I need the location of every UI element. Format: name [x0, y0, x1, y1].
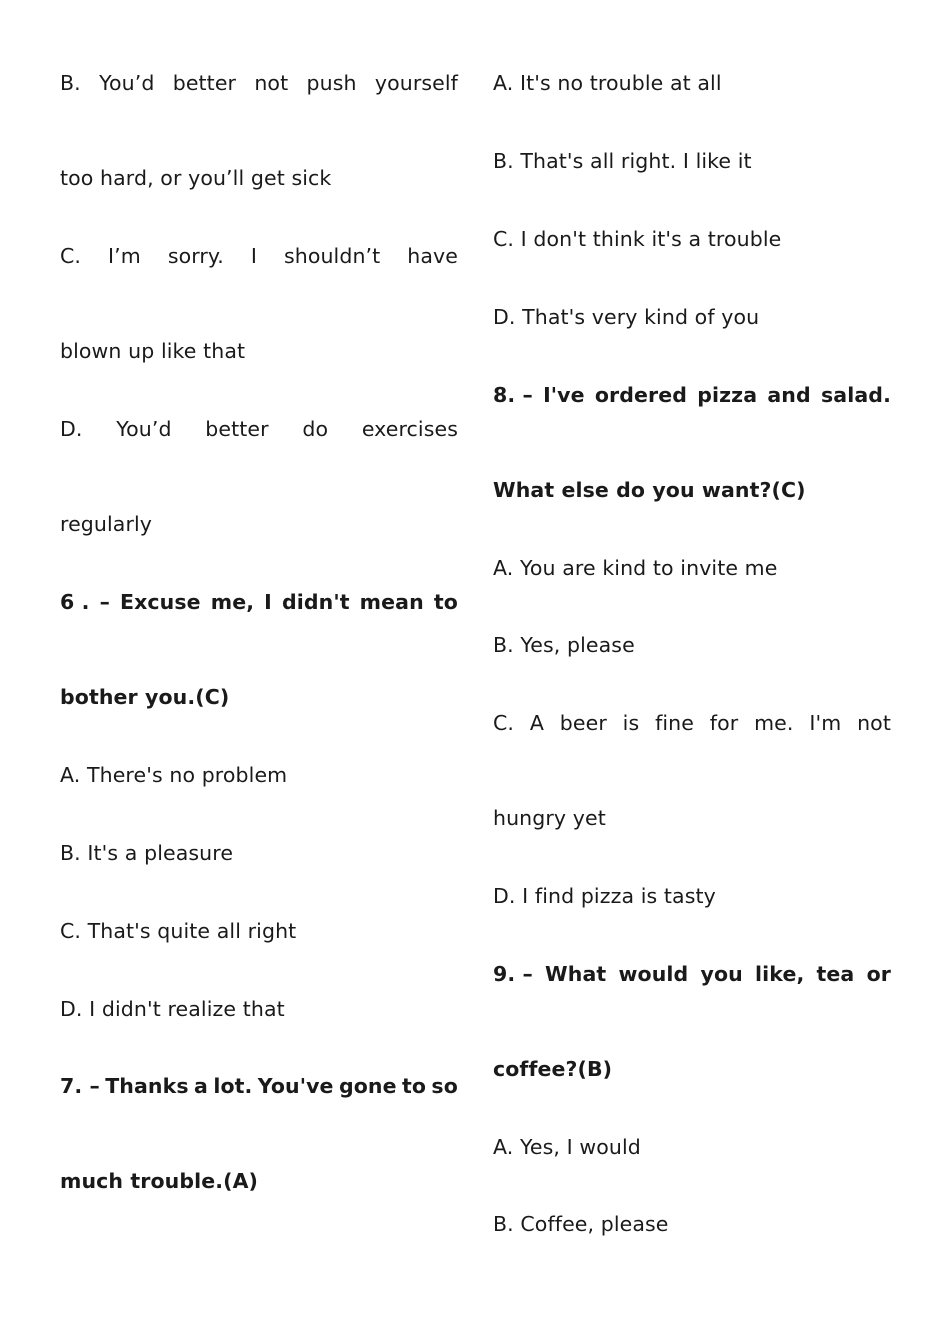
question-9-line1: [493, 961, 891, 987]
word: to: [433, 590, 458, 614]
option-7d: D. That's very kind of you: [493, 305, 760, 329]
word: have: [407, 244, 458, 268]
word: Excuse: [119, 590, 201, 614]
word: You've: [257, 1074, 334, 1098]
word: exercises: [361, 417, 458, 441]
question-7-line1: [60, 1073, 458, 1099]
option-8d: D. I find pizza is tasty: [493, 884, 716, 908]
option-5d-line1: [60, 416, 458, 442]
option-8c-line1: [493, 710, 891, 736]
word: shouldn’t: [283, 244, 381, 268]
word: is: [622, 711, 640, 735]
word: ordered: [594, 383, 688, 407]
word: not: [857, 711, 891, 735]
word: I'm: [809, 711, 842, 735]
option-6a: A. There's no problem: [60, 763, 288, 787]
option-6d: D. I didn't realize that: [60, 997, 285, 1021]
word: D.: [60, 417, 83, 441]
word: I’m: [108, 244, 141, 268]
word: you: [700, 962, 743, 986]
word: yourself: [374, 71, 458, 95]
word: B.: [60, 71, 81, 95]
option-7b: B. That's all right. I like it: [493, 149, 752, 173]
word: me.: [754, 711, 794, 735]
question-6-line2: bother you.(C): [60, 685, 230, 709]
word: C.: [493, 711, 515, 735]
option-6c: C. That's quite all right: [60, 919, 297, 943]
word: do: [302, 417, 329, 441]
word: didn't: [281, 590, 350, 614]
word: salad.: [821, 383, 891, 407]
word: so: [431, 1074, 458, 1098]
word: A: [529, 711, 544, 735]
word: and: [767, 383, 811, 407]
word: 6 .: [60, 590, 90, 614]
word: C.: [60, 244, 82, 268]
word: better: [205, 417, 269, 441]
word: 7. –: [60, 1074, 100, 1098]
question-7-line2: much trouble.(A): [60, 1169, 259, 1193]
question-6-line1: [60, 589, 458, 615]
option-5d-line2: regularly: [60, 512, 153, 536]
word: 8. –: [493, 383, 533, 407]
option-7a: A. It's no trouble at all: [493, 71, 722, 95]
word: to: [401, 1074, 427, 1098]
word: or: [866, 962, 891, 986]
option-5c-line1: [60, 243, 458, 269]
question-8-line1: [493, 382, 891, 408]
word: for: [709, 711, 739, 735]
option-7c: C. I don't think it's a trouble: [493, 227, 782, 251]
word: –: [99, 590, 110, 614]
word: beer: [559, 711, 607, 735]
option-9b: B. Coffee, please: [493, 1212, 669, 1236]
option-8b: B. Yes, please: [493, 633, 635, 657]
word: 9. –: [493, 962, 533, 986]
word: like,: [755, 962, 805, 986]
question-9-line2: coffee?(B): [493, 1057, 613, 1081]
word: would: [618, 962, 689, 986]
option-8c-line2: hungry yet: [493, 806, 606, 830]
option-5b-line2: too hard, or you’ll get sick: [60, 166, 332, 190]
word: mean: [359, 590, 424, 614]
option-9a: A. Yes, I would: [493, 1135, 641, 1159]
question-8-line2: What else do you want?(C): [493, 478, 806, 502]
word: I: [264, 590, 272, 614]
word: lot.: [213, 1074, 253, 1098]
word: not: [254, 71, 289, 95]
word: I: [250, 244, 257, 268]
word: You’d: [116, 417, 172, 441]
word: I've: [543, 383, 585, 407]
option-8a: A. You are kind to invite me: [493, 556, 778, 580]
word: gone: [338, 1074, 397, 1098]
word: fine: [655, 711, 694, 735]
word: push: [306, 71, 357, 95]
word: me,: [210, 590, 255, 614]
word: You’d: [99, 71, 155, 95]
word: sorry.: [167, 244, 224, 268]
word: tea: [816, 962, 855, 986]
option-5c-line2: blown up like that: [60, 339, 246, 363]
option-6b: B. It's a pleasure: [60, 841, 234, 865]
word: better: [172, 71, 237, 95]
word: pizza: [697, 383, 758, 407]
word: Thanks: [105, 1074, 189, 1098]
word: What: [545, 962, 607, 986]
option-5b-line1: [60, 70, 458, 96]
word: a: [194, 1074, 208, 1098]
